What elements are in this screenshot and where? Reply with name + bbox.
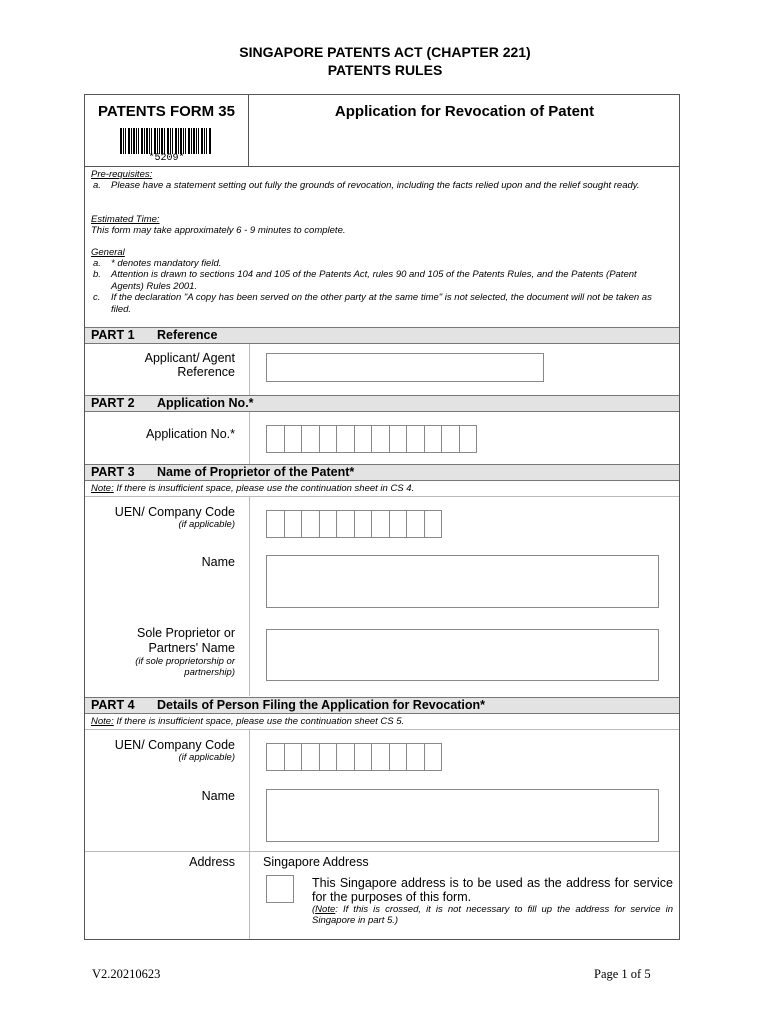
part2-divider bbox=[249, 412, 250, 464]
filer-uen-label: UEN/ Company Code bbox=[114, 738, 235, 752]
sg-address-note bbox=[312, 904, 673, 926]
application-no-label: Application No.* bbox=[146, 427, 235, 441]
prereq-a-marker: a. bbox=[93, 180, 101, 191]
general-a-marker: a. bbox=[93, 258, 101, 269]
char-cell[interactable] bbox=[406, 425, 425, 453]
char-cell[interactable] bbox=[336, 510, 355, 538]
char-cell[interactable] bbox=[371, 425, 390, 453]
general-c-text: If the declaration "A copy has been served on the other party at the same time" is not selected, the document will not be taken as filed. bbox=[111, 292, 652, 315]
proprietor-uen-label: UEN/ Company Code bbox=[114, 505, 235, 519]
part3-note-text: If there is insufficient space, please use the continuation sheet in CS 4. bbox=[113, 483, 415, 494]
filer-uen-sublabel: (if applicable) bbox=[178, 752, 235, 763]
part4-header bbox=[85, 697, 679, 714]
part3-number: PART 3 bbox=[91, 465, 135, 479]
sg-address-checkbox[interactable] bbox=[266, 875, 294, 903]
sole-proprietor-label-2: Partners' Name bbox=[148, 641, 235, 655]
part2-number: PART 2 bbox=[91, 396, 135, 410]
proprietor-name-label: Name bbox=[201, 555, 235, 569]
part3-note-separator bbox=[85, 496, 679, 497]
sg-note-text: : If this is crossed, it is not necessary to fill up the address for service in Singapore in part 5.) bbox=[312, 904, 673, 926]
general-heading: General bbox=[91, 247, 125, 258]
part1-divider bbox=[249, 344, 250, 395]
char-cell[interactable] bbox=[266, 425, 285, 453]
char-cell[interactable] bbox=[301, 510, 320, 538]
applicant-reference-input[interactable] bbox=[266, 353, 544, 382]
sg-note-label: Note bbox=[315, 904, 336, 915]
time-heading: Estimated Time: bbox=[91, 214, 160, 225]
form-number: PATENTS FORM 35 bbox=[98, 103, 235, 120]
version-label: V2.20210623 bbox=[92, 967, 161, 981]
part2-title: Application No.* bbox=[157, 396, 254, 410]
part4-title: Details of Person Filing the Application for Revocation* bbox=[157, 698, 486, 712]
part4-note-label: Note: bbox=[91, 716, 114, 727]
part4-note-text: If there is insufficient space, please use the continuation sheet CS 5. bbox=[113, 716, 405, 727]
general-c-marker: c. bbox=[93, 292, 101, 303]
form-title: Application for Revocation of Patent bbox=[334, 103, 595, 120]
sole-proprietor-sublabel-1: (if sole proprietorship or bbox=[135, 656, 235, 667]
filer-address-label: Address bbox=[189, 855, 235, 869]
address-separator bbox=[85, 851, 679, 852]
barcode-text: *5209* bbox=[148, 153, 185, 164]
char-cell[interactable] bbox=[354, 743, 373, 771]
char-cell[interactable] bbox=[266, 743, 285, 771]
char-cell[interactable] bbox=[406, 510, 425, 538]
char-cell[interactable] bbox=[389, 425, 408, 453]
char-cell[interactable] bbox=[406, 743, 425, 771]
filer-uen-input[interactable] bbox=[266, 743, 441, 771]
part3-header bbox=[85, 464, 679, 481]
char-cell[interactable] bbox=[336, 743, 355, 771]
char-cell[interactable] bbox=[389, 510, 408, 538]
part2-header bbox=[85, 395, 679, 412]
part1-title: Reference bbox=[157, 328, 218, 342]
sole-proprietor-label-1: Sole Proprietor or bbox=[137, 626, 235, 640]
general-b-marker: b. bbox=[93, 269, 101, 280]
char-cell[interactable] bbox=[301, 425, 320, 453]
char-cell[interactable] bbox=[319, 743, 338, 771]
proprietor-name-input[interactable] bbox=[266, 555, 659, 608]
part1-number: PART 1 bbox=[91, 328, 135, 342]
char-cell[interactable] bbox=[354, 510, 373, 538]
part3-note-label: Note: bbox=[91, 483, 114, 494]
char-cell[interactable] bbox=[319, 510, 338, 538]
char-cell[interactable] bbox=[336, 425, 355, 453]
char-cell[interactable] bbox=[371, 510, 390, 538]
header-divider bbox=[84, 166, 680, 167]
time-text: This form may take approximately 6 - 9 minutes to complete. bbox=[91, 225, 346, 236]
char-cell[interactable] bbox=[319, 425, 338, 453]
proprietor-uen-input[interactable] bbox=[266, 510, 441, 538]
char-cell[interactable] bbox=[424, 743, 443, 771]
part1-header bbox=[85, 327, 679, 344]
proprietor-uen-sublabel: (if applicable) bbox=[178, 519, 235, 530]
char-cell[interactable] bbox=[284, 510, 303, 538]
char-cell[interactable] bbox=[459, 425, 478, 453]
sg-address-heading: Singapore Address bbox=[263, 855, 369, 869]
document-title: SINGAPORE PATENTS ACT (CHAPTER 221) bbox=[239, 44, 531, 60]
sole-proprietor-sublabel-2: partnership) bbox=[184, 667, 235, 678]
general-a-text: * denotes mandatory field. bbox=[111, 258, 222, 269]
part4-note-separator bbox=[85, 729, 679, 730]
part3-divider bbox=[249, 497, 250, 696]
part4-number: PART 4 bbox=[91, 698, 135, 712]
part4-divider bbox=[249, 730, 250, 939]
char-cell[interactable] bbox=[301, 743, 320, 771]
char-cell[interactable] bbox=[371, 743, 390, 771]
char-cell[interactable] bbox=[389, 743, 408, 771]
char-cell[interactable] bbox=[284, 743, 303, 771]
document-subtitle: PATENTS RULES bbox=[327, 62, 443, 78]
barcode bbox=[120, 128, 212, 154]
filer-name-input[interactable] bbox=[266, 789, 659, 842]
char-cell[interactable] bbox=[284, 425, 303, 453]
sg-note-open: ( bbox=[312, 904, 316, 915]
applicant-reference-label-2: Reference bbox=[177, 365, 235, 379]
page-number: Page 1 of 5 bbox=[594, 967, 651, 981]
general-b-text: Attention is drawn to sections 104 and 105 of the Patents Act, rules 90 and 105 of the Patents Rules, and the Patents (Patent Agents) Rules 2001. bbox=[111, 269, 637, 292]
application-no-input[interactable] bbox=[266, 425, 476, 453]
part3-title: Name of Proprietor of the Patent* bbox=[157, 465, 355, 479]
filer-name-label: Name bbox=[201, 789, 235, 803]
prereq-a-text: Please have a statement setting out fully the grounds of revocation, including the facts relied upon and the relief sought ready. bbox=[111, 180, 640, 191]
prereq-heading: Pre-requisites: bbox=[91, 169, 153, 180]
part3-note bbox=[91, 483, 414, 494]
applicant-reference-label-1: Applicant/ Agent bbox=[144, 351, 235, 365]
sg-address-option: This Singapore address is to be used as the address for service for the purposes of this form. bbox=[312, 876, 673, 904]
sole-proprietor-input[interactable] bbox=[266, 629, 659, 681]
part4-note bbox=[91, 716, 404, 727]
char-cell[interactable] bbox=[354, 425, 373, 453]
char-cell[interactable] bbox=[441, 425, 460, 453]
char-cell[interactable] bbox=[266, 510, 285, 538]
char-cell[interactable] bbox=[424, 510, 443, 538]
char-cell[interactable] bbox=[424, 425, 443, 453]
